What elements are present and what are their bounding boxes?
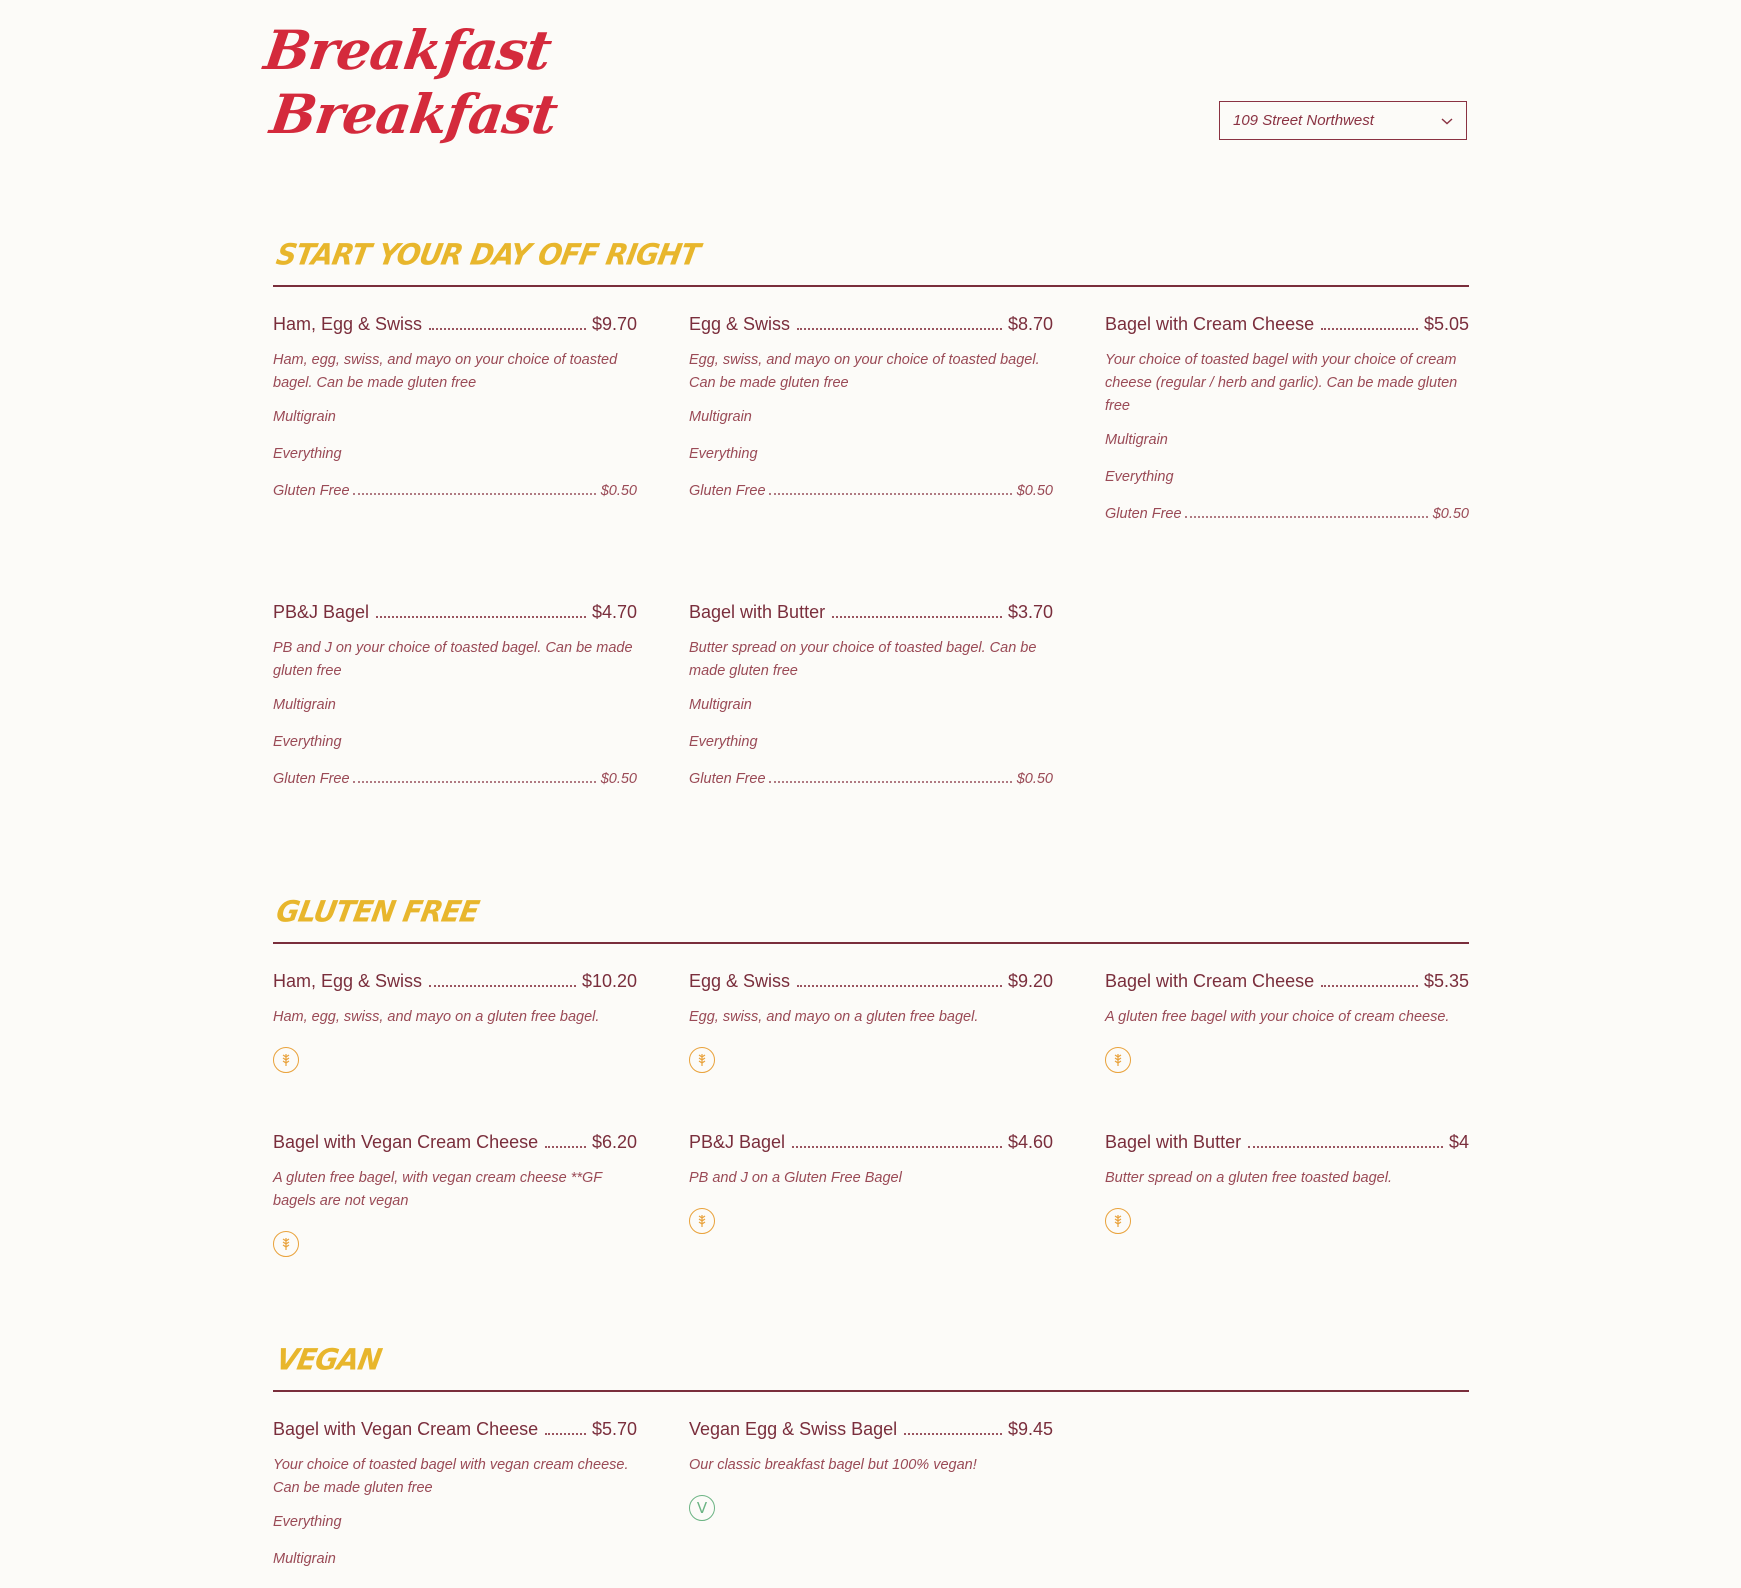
- option-gluten-free[interactable]: [273, 483, 637, 520]
- item-description: Egg, swiss, and mayo on a gluten free bagel.: [689, 1009, 979, 1025]
- logo-line-1: Breakfast: [260, 18, 555, 82]
- section-title: START YOUR DAY OFF RIGHT: [273, 237, 702, 272]
- item-options: [689, 697, 1053, 808]
- option-gluten-free[interactable]: [273, 771, 637, 808]
- option-everything[interactable]: [273, 446, 637, 483]
- item-price: $9.70: [591, 314, 637, 334]
- item-description: Butter spread on your choice of toasted bagel. Can be made gluten free: [689, 640, 1037, 679]
- section-vegan: [273, 1341, 1469, 1567]
- option-multigrain[interactable]: [273, 697, 637, 734]
- item-price: $8.70: [1007, 314, 1053, 334]
- option-label: Everything: [273, 734, 342, 750]
- option-gluten-free[interactable]: [1105, 506, 1469, 543]
- option-gluten-free[interactable]: [689, 483, 1053, 520]
- menu-item[interactable]: [689, 1419, 1053, 1521]
- item-description: Ham, egg, swiss, and mayo on a gluten free bagel.: [273, 1009, 600, 1025]
- item-name: Bagel with Butter: [689, 602, 826, 622]
- leader-dots: [797, 328, 1002, 330]
- option-label: Everything: [689, 446, 758, 462]
- item-name: Bagel with Cream Cheese: [1105, 971, 1315, 991]
- item-description: Your choice of toasted bagel with vegan cream cheese. Can be made gluten free: [273, 1457, 629, 1496]
- item-price: $5.05: [1423, 314, 1469, 334]
- chevron-down-icon: [1440, 116, 1454, 126]
- option-price: $0.50: [600, 483, 637, 499]
- item-description: Ham, egg, swiss, and mayo on your choice of toasted bagel. Can be made gluten free: [273, 352, 618, 391]
- item-price: $9.20: [1007, 971, 1053, 991]
- option-label: Gluten Free: [273, 483, 350, 499]
- option-label: Everything: [273, 1514, 342, 1530]
- item-description: A gluten free bagel with your choice of cream cheese.: [1105, 1009, 1450, 1025]
- option-label: Gluten Free: [689, 771, 766, 787]
- menu-item[interactable]: [689, 971, 1053, 1073]
- item-name: Bagel with Cream Cheese: [1105, 314, 1315, 334]
- item-price: $5.35: [1423, 971, 1469, 991]
- option-multigrain[interactable]: [273, 1551, 637, 1588]
- section-gluten-free: [273, 893, 1469, 1209]
- leader-dots: [545, 1146, 586, 1148]
- option-price: $0.50: [1016, 771, 1053, 787]
- option-gluten-free[interactable]: [689, 771, 1053, 808]
- item-price: $3.70: [1007, 602, 1053, 622]
- option-everything[interactable]: [273, 1514, 637, 1551]
- logo-line-2: Breakfast: [266, 82, 561, 146]
- option-label: Multigrain: [1105, 432, 1168, 448]
- section-title: GLUTEN FREE: [273, 894, 482, 929]
- location-select[interactable]: [1219, 101, 1467, 140]
- leader-dots: [376, 616, 586, 618]
- option-label: Gluten Free: [689, 483, 766, 499]
- item-description: Your choice of toasted bagel with your choice of cream cheese (regular / herb and garlic). Can be made gluten free: [1105, 352, 1458, 414]
- item-options: [273, 697, 637, 808]
- gluten-free-icon: [689, 1208, 715, 1234]
- menu-item[interactable]: [273, 1132, 637, 1257]
- option-label: Everything: [273, 446, 342, 462]
- option-multigrain[interactable]: [273, 409, 637, 446]
- option-label: Multigrain: [273, 1551, 336, 1567]
- item-name: Ham, Egg & Swiss: [273, 314, 423, 334]
- item-price: $10.20: [581, 971, 637, 991]
- item-description: Egg, swiss, and mayo on your choice of toasted bagel. Can be made gluten free: [689, 352, 1040, 391]
- leader-dots: [769, 781, 1012, 783]
- option-multigrain[interactable]: [1105, 432, 1469, 469]
- gluten-free-icon: [273, 1047, 299, 1073]
- option-label: Multigrain: [273, 697, 336, 713]
- leader-dots: [1321, 328, 1418, 330]
- location-value: 109 Street Northwest: [1233, 112, 1374, 129]
- leader-dots: [904, 1433, 1002, 1435]
- gluten-free-icon: [689, 1047, 715, 1073]
- section-divider: [273, 285, 1469, 287]
- leader-dots: [353, 493, 596, 495]
- item-name: PB&J Bagel: [689, 1132, 786, 1152]
- section-title: VEGAN: [273, 1342, 384, 1377]
- leader-dots: [1185, 516, 1428, 518]
- menu-item[interactable]: [273, 971, 637, 1073]
- leader-dots: [769, 493, 1012, 495]
- option-everything[interactable]: [689, 446, 1053, 483]
- menu-item[interactable]: [1105, 971, 1469, 1073]
- option-label: Everything: [689, 734, 758, 750]
- leader-dots: [545, 1433, 586, 1435]
- menu-item[interactable]: [1105, 1132, 1469, 1234]
- section-divider: [273, 1390, 1469, 1392]
- option-multigrain[interactable]: [689, 697, 1053, 734]
- item-name: Bagel with Vegan Cream Cheese: [273, 1419, 539, 1439]
- item-description: Our classic breakfast bagel but 100% vegan!: [689, 1457, 977, 1473]
- menu-item[interactable]: [689, 1132, 1053, 1234]
- item-name: Bagel with Butter: [1105, 1132, 1242, 1152]
- logo[interactable]: [260, 18, 561, 146]
- item-name: Bagel with Vegan Cream Cheese: [273, 1132, 539, 1152]
- option-everything[interactable]: [689, 734, 1053, 771]
- gluten-free-icon: [1105, 1047, 1131, 1073]
- item-price: $5.70: [591, 1419, 637, 1439]
- item-name: Egg & Swiss: [689, 314, 791, 334]
- menu-item[interactable]: [273, 602, 637, 808]
- item-description: A gluten free bagel, with vegan cream cheese **GF bagels are not vegan: [273, 1170, 602, 1209]
- item-description: Butter spread on a gluten free toasted bagel.: [1105, 1170, 1392, 1186]
- item-options: [273, 1514, 637, 1588]
- item-description: PB and J on your choice of toasted bagel. Can be made gluten free: [273, 640, 633, 679]
- item-price: $4.60: [1007, 1132, 1053, 1152]
- section-divider: [273, 942, 1469, 944]
- leader-dots: [832, 616, 1002, 618]
- item-options: [1105, 432, 1469, 543]
- item-price: $9.45: [1007, 1419, 1053, 1439]
- option-label: Gluten Free: [1105, 506, 1182, 522]
- leader-dots: [792, 1146, 1002, 1148]
- section-start-your-day: [273, 236, 1469, 787]
- item-options: [273, 409, 637, 520]
- menu-item[interactable]: [689, 602, 1053, 808]
- menu-item[interactable]: [273, 1419, 637, 1588]
- item-description: PB and J on a Gluten Free Bagel: [689, 1170, 902, 1186]
- leader-dots: [797, 985, 1002, 987]
- leader-dots: [429, 328, 586, 330]
- item-options: [689, 409, 1053, 520]
- leader-dots: [1321, 985, 1418, 987]
- option-price: $0.50: [1432, 506, 1469, 522]
- item-price: $4: [1448, 1132, 1469, 1152]
- item-name: PB&J Bagel: [273, 602, 370, 622]
- item-price: $4.70: [591, 602, 637, 622]
- option-price: $0.50: [1016, 483, 1053, 499]
- option-everything[interactable]: [273, 734, 637, 771]
- item-name: Egg & Swiss: [689, 971, 791, 991]
- menu-item[interactable]: [1105, 314, 1469, 543]
- option-label: Everything: [1105, 469, 1174, 485]
- leader-dots: [1248, 1146, 1443, 1148]
- leader-dots: [429, 985, 576, 987]
- item-name: Ham, Egg & Swiss: [273, 971, 423, 991]
- menu-item[interactable]: [689, 314, 1053, 520]
- option-price: $0.50: [600, 771, 637, 787]
- option-label: Gluten Free: [273, 771, 350, 787]
- gluten-free-icon: [273, 1231, 299, 1257]
- leader-dots: [353, 781, 596, 783]
- option-everything[interactable]: [1105, 469, 1469, 506]
- item-price: $6.20: [591, 1132, 637, 1152]
- gluten-free-icon: [1105, 1208, 1131, 1234]
- option-label: Multigrain: [689, 697, 752, 713]
- menu-item[interactable]: [273, 314, 637, 520]
- option-label: Multigrain: [273, 409, 336, 425]
- option-label: Multigrain: [689, 409, 752, 425]
- item-name: Vegan Egg & Swiss Bagel: [689, 1419, 898, 1439]
- vegan-icon: V: [689, 1495, 715, 1521]
- option-multigrain[interactable]: [689, 409, 1053, 446]
